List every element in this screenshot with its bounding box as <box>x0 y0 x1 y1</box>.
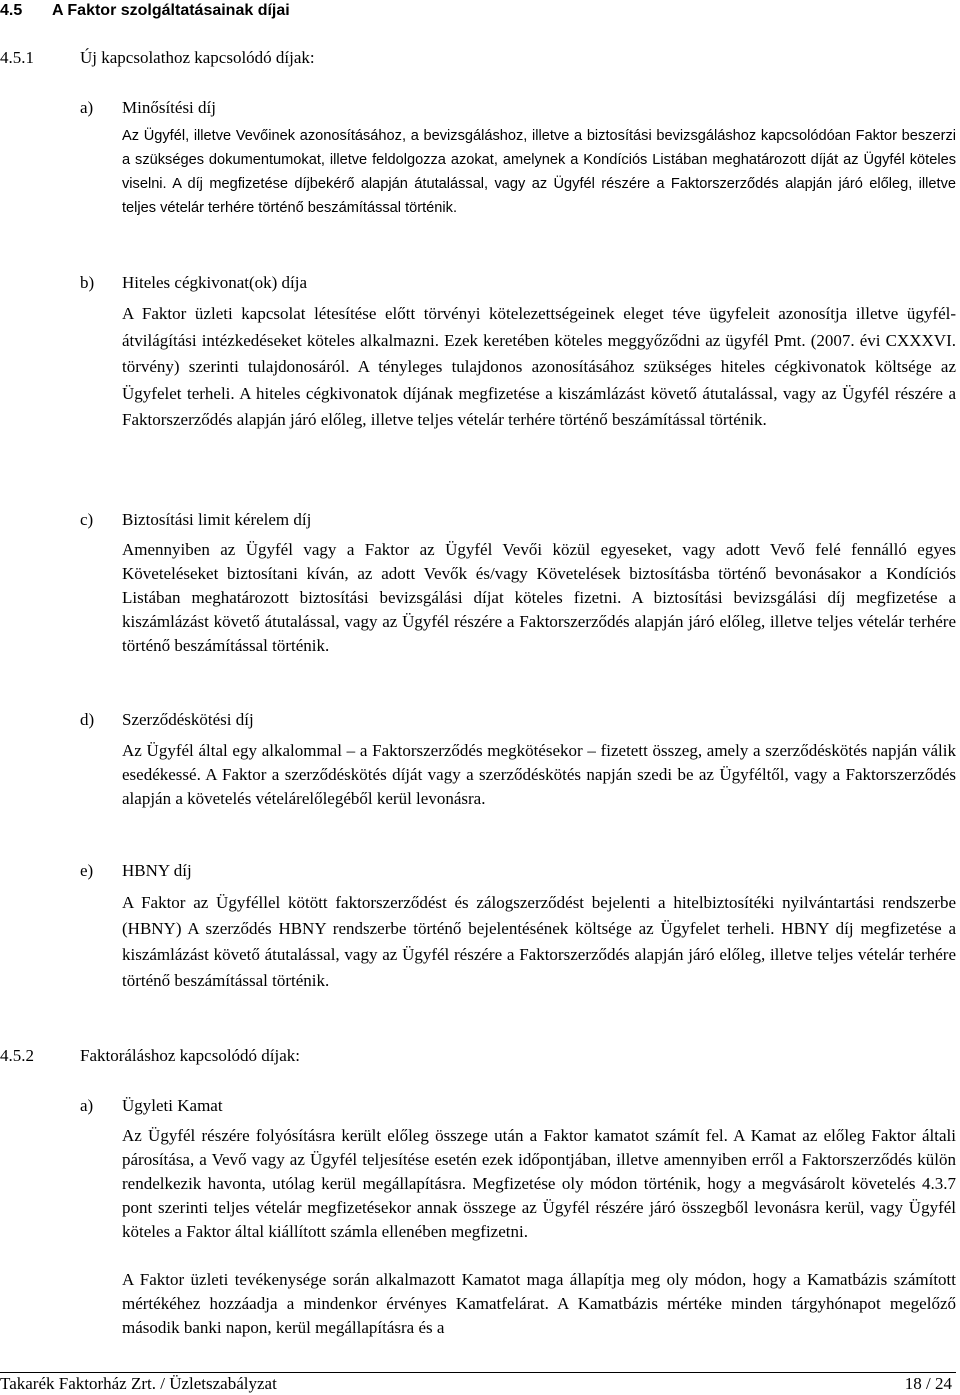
item-title: Ügyleti Kamat <box>122 1096 223 1115</box>
item-paragraph: Az Ügyfél által egy alkalommal – a Faktorszerződés megkötésekor – fizetett összeg, amely a szerződéskötés napján válik esedékessé. A Faktor a szerződéskötés díját vagy a szerződéskötés napján szedi be az Ügyféltől, vagy a Faktorszerződés alapján a követelés vételárelőlegéből kerül levonásra. <box>122 741 956 808</box>
subsection-title: Faktoráláshoz kapcsolódó díjak: <box>80 1046 301 1065</box>
item-label: d) <box>80 710 95 729</box>
item-title: Biztosítási limit kérelem díj <box>122 510 312 529</box>
item-title: Hiteles cégkivonat(ok) díja <box>122 273 308 292</box>
item-title: Minősítési díj <box>122 98 216 117</box>
section-number: 4.5 <box>0 2 23 19</box>
footer-document-name: Takarék Faktorház Zrt. / Üzletszabályzat <box>0 1374 277 1393</box>
item-title: Szerződéskötési díj <box>122 710 254 729</box>
item-title: HBNY díj <box>122 861 192 880</box>
item-label: e) <box>80 861 94 880</box>
footer-divider <box>0 1372 956 1373</box>
subsection-number: 4.5.1 <box>0 48 34 67</box>
subsection-number: 4.5.2 <box>0 1046 34 1065</box>
item-label: a) <box>80 98 94 117</box>
item-paragraph: A Faktor üzleti tevékenysége során alkalmazott Kamatot maga állapítja meg oly módon, hogy a Kamatbázis számított mértékéhez hozzáadja a mindenkor érvényes Kamatfelárat. A Kamatbázis mértéke minden tárgyhónapot megelőző második banki napon, kerül megállapításra és a <box>122 1270 956 1337</box>
footer-page-number: 18 / 24 <box>904 1374 952 1393</box>
section-title: A Faktor szolgáltatásainak díjai <box>52 2 290 19</box>
section-heading <box>0 2 290 20</box>
item-paragraph: A Faktor az Ügyféllel kötött faktorszerződést és zálogszerződést bejelenti a hitelbiztosítéki nyilvántartási rendszerbe (HBNY) A szerződés HBNY rendszerbe történő bejelentésének költsége az Ügyfelet terheli. HBNY díj megfizetése a kiszámlázást követő átutalással, vagy az Ügyfél részére a Faktorszerződés alapján járó előleg, illetve teljes vételár terhére történő beszámítással történik. <box>122 893 956 990</box>
item-paragraph: Az Ügyfél részére folyósításra került előleg összege után a Faktor kamatot számít fel. A Kamat az előleg Faktor általi párosítása, a Vevő vagy az Ügyfél teljesítése esetén ezek időpontjában, illetve amennyiben erről a Faktorszerződés külön rendelkezik havonta, utólag kerül megállapításra. Megfizetése oly módon történik, hogy a megvásárolt követelés 4.3.7 pont szerinti teljes vételár megfizetésekor annak összege az Ügyfél részére járó összegből levonásra kerül, vagy Ügyfél köteles a Faktor által kiállított számla ellenében megfizetni. <box>122 1126 956 1241</box>
item-paragraph: Az Ügyfél, illetve Vevőinek azonosításához, a bevizsgáláshoz, illetve a biztosítási bevizsgáláshoz kapcsolódóan Faktor beszerzi a szükséges dokumentumokat, illetve feldolgozza azokat, amelynek a Kondíciós Listában meghatározott díját az Ügyfél köteles viselni. A díj megfizetése díjbekérő alapján átutalással, vagy az Ügyfél részére a Faktorszerződés alapján járó előleg, illetve teljes vételár terhére történő beszámítással történik. <box>122 128 956 216</box>
item-label: c) <box>80 510 94 529</box>
item-paragraph: Amennyiben az Ügyfél vagy a Faktor az Ügyfél Vevői közül egyeseket, vagy adott Vevő felé fennálló egyes Követeléseket biztosítani kíván, az adott Vevők és/vagy Követelések biztosításba történő bevonásakor a Kondíciós Listában meghatározott biztosítási bevizsgálási díjat köteles fizetni. A biztosítási bevizsgálási díj megfizetése a kiszámlázást követő átutalással, vagy az Ügyfél részére a Faktorszerződés alapján járó előleg, illetve teljes vételár terhére történő beszámítással történik. <box>122 540 956 655</box>
subsection-title: Új kapcsolathoz kapcsolódó díjak: <box>80 48 315 67</box>
item-label: a) <box>80 1096 94 1115</box>
item-label: b) <box>80 273 95 292</box>
item-paragraph: A Faktor üzleti kapcsolat létesítése előtt törvényi kötelezettségeinek eleget téve ügyfeleit azonosítja illetve ügyfél-átvilágítási intézkedéseket köteles alkalmazni. Ezek keretében köteles meggyőződni az ügyfél Pmt. (2007. évi CXXXVI. törvény) szerinti tulajdonosáról. A tényleges tulajdonos azonosításához szükséges hiteles cégkivonatok költsége az Ügyfelet terheli. A hiteles cégkivonatok díjának megfizetése a kiszámlázást követő átutalással, vagy az Ügyfél részére a Faktorszerződés alapján járó előleg, illetve teljes vételár terhére történő beszámítással történik. <box>122 304 956 429</box>
